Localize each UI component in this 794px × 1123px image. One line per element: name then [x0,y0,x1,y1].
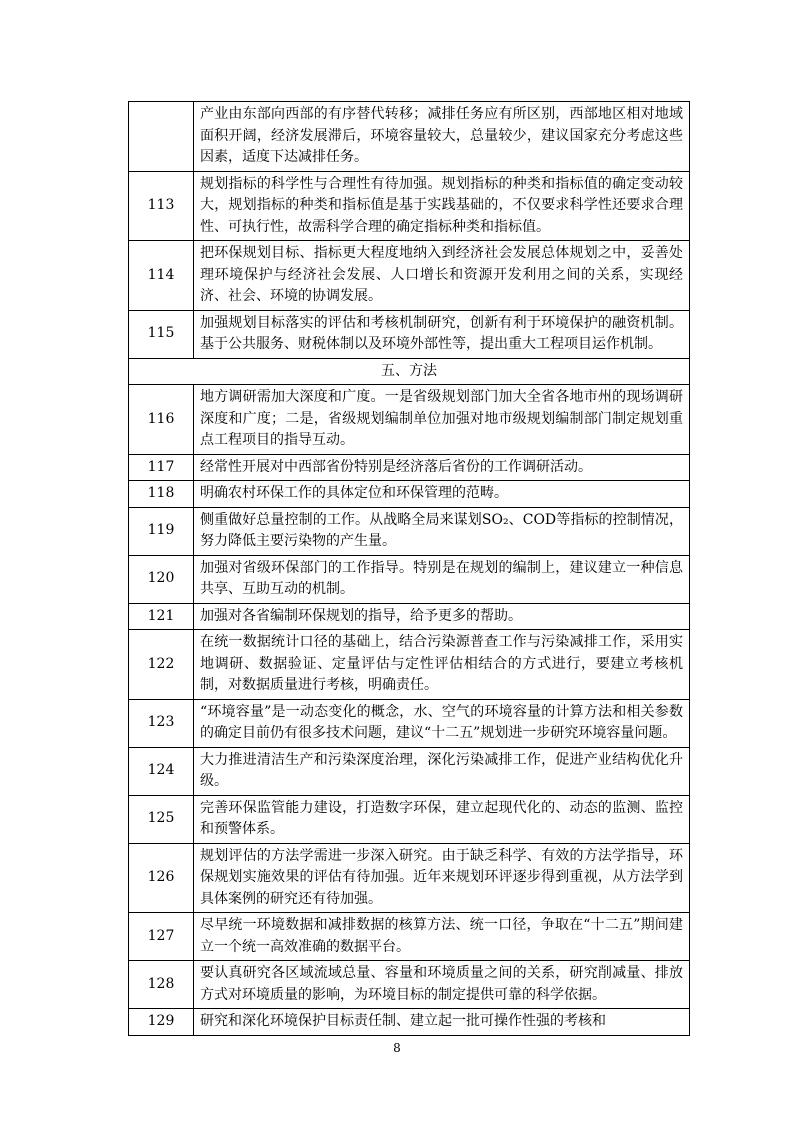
row-number: 121 [129,603,194,630]
table-row [129,102,690,172]
table-row [129,961,690,1009]
row-text: 规划评估的方法学需进一步深入研究。由于缺乏科学、有效的方法学指导，环保规划实施效果的评估有待加强。近年来规划环评逐步得到重视，从方法学到具体案例的研究还有待加强。 [194,843,690,913]
table-row [129,241,690,311]
row-text: 经常性开展对中西部省份特别是经济落后省份的工作调研活动。 [194,454,690,481]
row-number: 122 [129,630,194,700]
page-number: 8 [393,1041,401,1055]
table-row [129,699,690,747]
row-number: 129 [129,1009,194,1036]
row-text: 加强对省级环保部门的工作指导。特别是在规划的编制上，建议建立一种信息共享、互助互动的机制。 [194,555,690,603]
table-row [129,1009,690,1036]
row-text: 加强对各省编制环保规划的指导，给予更多的帮助。 [194,603,690,630]
row-text: 规划指标的科学性与合理性有待加强。规划指标的种类和指标值的确定变动较大，规划指标的种类和指标值是基于实践基础的，不仅要求科学性还要求合理性、可执行性，故需科学合理的确定指标种类和指标值。 [194,171,690,241]
section-header-row [129,358,690,385]
table-row [129,385,690,455]
row-number: 113 [129,171,194,241]
table-row [129,630,690,700]
table-row [129,843,690,913]
row-number: 126 [129,843,194,913]
table-row [129,171,690,241]
row-text: 明确农村环保工作的具体定位和环保管理的范畴。 [194,481,690,508]
row-number: 116 [129,385,194,455]
row-number: 115 [129,310,194,358]
table-row [129,481,690,508]
row-number: 119 [129,507,194,555]
row-number: 114 [129,241,194,311]
row-text: 在统一数据统计口径的基础上，结合污染源普查工作与污染减排工作，采用实地调研、数据验证、定量评估与定性评估相结合的方式进行，要建立考核机制，对数据质量进行考核，明确责任。 [194,630,690,700]
row-text: 把环保规划目标、指标更大程度地纳入到经济社会发展总体规划之中，妥善处理环境保护与经济社会发展、人口增长和资源开发利用之间的关系，实现经济、社会、环境的协调发展。 [194,241,690,311]
row-text: 完善环保监管能力建设，打造数字环保，建立起现代化的、动态的监测、监控和预警体系。 [194,795,690,843]
table-row [129,454,690,481]
table-row [129,795,690,843]
row-text: “环境容量”是一动态变化的概念，水、空气的环境容量的计算方法和相关参数的确定目前仍有很多技术问题，建议“十二五”规划进一步研究环境容量问题。 [194,699,690,747]
row-number: 123 [129,699,194,747]
row-number: 125 [129,795,194,843]
table-row [129,603,690,630]
row-number: 127 [129,913,194,961]
table-row [129,747,690,795]
table-row [129,507,690,555]
table-row [129,555,690,603]
row-number: 117 [129,454,194,481]
row-text: 要认真研究各区域流域总量、容量和环境质量之间的关系，研究削减量、排放方式对环境质量的影响，为环境目标的制定提供可靠的科学依据。 [194,961,690,1009]
row-number: 124 [129,747,194,795]
table-row [129,913,690,961]
section-title: 五、方法 [129,358,690,385]
table-row [129,310,690,358]
row-number [129,102,194,172]
row-text: 大力推进清洁生产和污染深度治理，深化污染减排工作，促进产业结构优化升级。 [194,747,690,795]
row-text: 地方调研需加大深度和广度。一是省级规划部门加大全省各地市州的现场调研深度和广度；二是，省级规划编制单位加强对地市级规划编制部门制定规划重点工程项目的指导互动。 [194,385,690,455]
row-text: 侧重做好总量控制的工作。从战略全局来谋划SO₂、COD等指标的控制情况，努力降低主要污染物的产生量。 [194,507,690,555]
recommendations-table [128,101,690,1036]
row-text: 尽早统一环境数据和减排数据的核算方法、统一口径，争取在“十二五”期间建立一个统一高效准确的数据平台。 [194,913,690,961]
row-text: 研究和深化环境保护目标责任制、建立起一批可操作性强的考核和 [194,1009,690,1036]
row-number: 118 [129,481,194,508]
row-number: 128 [129,961,194,1009]
row-number: 120 [129,555,194,603]
row-text: 加强规划目标落实的评估和考核机制研究，创新有利于环境保护的融资机制。基于公共服务、财税体制以及环境外部性等，提出重大工程项目运作机制。 [194,310,690,358]
row-text: 产业由东部向西部的有序替代转移；减排任务应有所区别，西部地区相对地域面积开阔，经济发展滞后，环境容量较大，总量较少，建议国家充分考虑这些因素，适度下达减排任务。 [194,102,690,172]
